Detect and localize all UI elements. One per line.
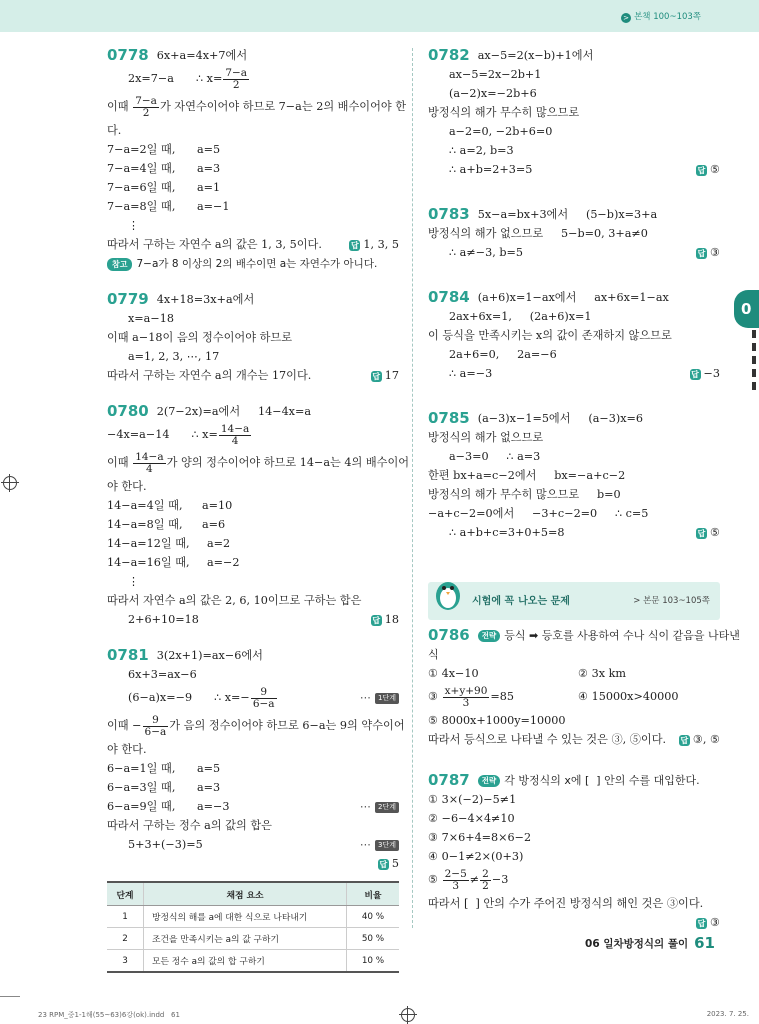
answer	[696, 913, 720, 932]
case-cond: 14−a=8일 때,	[107, 518, 183, 531]
answer-badge: 답	[372, 372, 381, 381]
cell-step: 3	[107, 950, 144, 973]
answer-value: −3	[703, 367, 720, 380]
problem-number: 0784	[428, 288, 470, 306]
page-footer	[585, 934, 715, 952]
answer-badge: 답	[680, 736, 689, 745]
fraction: $\frac{9}{6-a}$	[144, 713, 167, 738]
case-value: a=5	[197, 143, 221, 156]
line: 이 등식을 만족시키는 x의 값이 존재하지 않으므로	[428, 329, 672, 342]
case-cond: 7−a=4일 때,	[107, 162, 176, 175]
line: a=1, 2, 3, ⋯, 17	[128, 350, 220, 363]
line: 가 자연수이어야 하므로 7−a는 2의 배수이어야 한	[159, 100, 407, 113]
answer-badge: 답	[697, 166, 706, 175]
option: −3	[491, 873, 509, 886]
answer-value: ⑤	[709, 163, 720, 176]
exam-section-pages[interactable]: > 본문 103~105쪽	[633, 596, 710, 606]
line: 방정식의 해가 없으므로 5−b=0, 3+a≠0	[428, 227, 648, 240]
fraction: $\frac{2-5}{3}$	[444, 867, 467, 892]
fraction: $\frac{9}{6-a}$	[252, 685, 275, 710]
line: 2x=7−a	[128, 72, 174, 85]
cell-step: 2	[107, 928, 144, 950]
cell-item: 방정식의 해를 a에 대한 식으로 나타내기	[144, 906, 347, 928]
answer-value: ③	[709, 246, 720, 259]
line: x=a−18	[128, 312, 174, 325]
line: 5+3+(−3)=5	[128, 838, 203, 851]
right-column	[428, 46, 740, 932]
problem-0787	[428, 771, 720, 932]
line: 6x+a=4x+7에서	[156, 49, 248, 62]
line: 방정식의 해가 무수히 많으므로 b=0	[428, 488, 621, 501]
line: a−2=0, −2b+6=0	[449, 125, 553, 138]
header-step: 단계	[107, 882, 144, 906]
option: =85	[490, 690, 515, 703]
print-date: 2023. 7. 25.	[706, 1010, 749, 1018]
answer	[371, 610, 399, 629]
case-value: a=2	[207, 537, 231, 550]
problem-number: 0787	[428, 771, 470, 789]
line: 방정식의 해가 없으므로	[428, 431, 544, 444]
line: 5x−a=bx+3에서 (5−b)x=3+a	[477, 208, 658, 221]
case-value: a=−1	[197, 200, 230, 213]
option: ① 4x−10	[428, 667, 479, 680]
strategy-text: 각 방정식의 x에 [ ] 안의 수를 대입한다.	[504, 774, 700, 787]
page-number: 61	[694, 934, 715, 952]
table-row	[107, 950, 399, 973]
option: ④ 0−1≠2×(0+3)	[428, 850, 524, 863]
problem-number: 0780	[107, 402, 149, 420]
answer-value: 17	[384, 369, 399, 382]
problem-number: 0786	[428, 626, 470, 644]
cell-item: 조건을 만족시키는 a의 값 구하기	[144, 928, 347, 950]
fraction: $\frac{14-a}{4}$	[135, 450, 164, 475]
print-file-info: 23 RPM_중1-1해(55~63)6강(ok).indd 61	[38, 1011, 180, 1019]
line: ∴ a+b+c=3+0+5=8	[449, 526, 565, 539]
conclusion: 따라서 자연수 a의 값은 2, 6, 10이므로 구하는 합은	[107, 594, 362, 607]
problem-0785	[428, 409, 720, 542]
line: 가 양의 정수이어야 하므로 14−a는 4의 배수이어	[166, 456, 410, 469]
answer	[690, 364, 721, 383]
line: ∴ a≠−3, b=5	[449, 246, 523, 259]
conclusion: 따라서 등식으로 나타낼 수 있는 것은 ③, ⑤이다.	[428, 733, 667, 746]
line: (a−2)x=−2b+6	[449, 87, 537, 100]
line: ∴ x=−	[214, 691, 250, 704]
case-value: a=1	[197, 181, 221, 194]
problem-number: 0785	[428, 409, 470, 427]
ellipsis: ⋮	[128, 219, 140, 232]
answer-badge: 답	[697, 249, 706, 258]
exam-section-header	[428, 582, 720, 620]
line: ax−5=2(x−b)+1에서	[477, 49, 594, 62]
answer-badge: 답	[372, 616, 381, 625]
strategy-badge: 전략	[478, 630, 501, 642]
strategy-badge: 전략	[478, 775, 501, 787]
option: ② 3x km	[578, 667, 626, 680]
line: 이때 −	[107, 719, 142, 732]
case-cond: 14−a=16일 때,	[107, 556, 190, 569]
header-item: 채점 요소	[144, 882, 347, 906]
note-badge: 참고	[107, 258, 132, 271]
step-marker: ⋯ 3단계	[360, 835, 399, 854]
option: ③	[428, 690, 439, 703]
chapter-title: 06 일차방정식의 풀이	[585, 938, 689, 950]
problem-number: 0783	[428, 205, 470, 223]
case-value: a=10	[202, 499, 233, 512]
problem-0779	[107, 290, 399, 385]
line: 2ax+6x=1, (2a+6)x=1	[449, 310, 592, 323]
option: ⑤	[428, 873, 439, 886]
chapter-side-tab: 0	[734, 290, 759, 328]
cell-step: 1	[107, 906, 144, 928]
line: ∴ a+b=2+3=5	[449, 163, 533, 176]
fraction: $\frac{2}{2}$	[482, 867, 489, 892]
line: 방정식의 해가 무수히 많으므로	[428, 106, 580, 119]
answer-badge: 답	[697, 919, 706, 928]
problem-number: 0781	[107, 646, 149, 664]
line: ∴ x=	[191, 428, 218, 441]
line: 야 한다.	[107, 743, 147, 756]
line: 이때 a−18이 음의 정수이어야 하므로	[107, 331, 292, 344]
problem-0784	[428, 288, 720, 383]
fraction: $\frac{14-a}{4}$	[220, 422, 250, 447]
table-row	[107, 928, 399, 950]
answer-value: ③, ⑤	[692, 733, 720, 746]
line: 2a+6=0, 2a=−6	[449, 348, 557, 361]
line: 6x+3=ax−6	[128, 668, 197, 681]
answer	[371, 366, 399, 385]
step-badge: 1단계	[375, 693, 399, 704]
conclusion: 따라서 [ ] 안의 수가 주어진 방정식의 해인 것은 ③이다.	[428, 897, 704, 910]
option: ③ 7×6+4=8×6−2	[428, 831, 532, 844]
header-pct: 비율	[347, 882, 400, 906]
problem-0782	[428, 46, 720, 179]
answer	[696, 523, 720, 542]
fraction: $\frac{7-a}{2}$	[135, 94, 157, 119]
reference-label: 본책 100~103쪽	[634, 12, 701, 22]
registration-mark-left	[3, 476, 17, 490]
answer	[696, 160, 720, 179]
case-value: a=3	[197, 162, 221, 175]
answer	[378, 854, 399, 873]
answer-badge: 답	[351, 241, 359, 250]
fraction: $\frac{7-a}{2}$	[225, 66, 248, 91]
step-marker: ⋯ 2단계	[360, 797, 399, 816]
option: ⑤ 8000x+1000y=10000	[428, 714, 566, 727]
answer	[349, 235, 399, 254]
line: 2+6+10=18	[128, 613, 199, 626]
line: −a+c−2=0에서 −3+c−2=0 ∴ c=5	[428, 507, 649, 520]
arrow-icon: >	[621, 13, 631, 23]
line: (a+6)x=1−ax에서 ax+6x=1−ax	[477, 291, 669, 304]
option: ① 3×(−2)−5≠1	[428, 793, 517, 806]
line: 4x+18=3x+a에서	[156, 293, 255, 306]
answer-value: ⑤	[709, 526, 720, 539]
strategy-text: 식	[428, 648, 439, 661]
penguin-mascot-icon	[432, 574, 464, 612]
column-divider	[412, 48, 413, 928]
line: ∴ a=2, b=3	[449, 144, 514, 157]
line: 가 음의 정수이어야 하므로 6−a는 9의 약수이어	[169, 719, 405, 732]
note-text: 7−a가 8 이상의 2의 배수이면 a는 자연수가 아니다.	[136, 258, 378, 270]
reference-link[interactable]	[621, 10, 701, 23]
fraction: $\frac{x+y+90}{3}$	[444, 684, 488, 709]
case-value: a=6	[202, 518, 226, 531]
case-cond: 7−a=2일 때,	[107, 143, 176, 156]
step-badge: 3단계	[375, 840, 399, 851]
answer-badge: 답	[691, 370, 699, 379]
case-cond: 14−a=4일 때,	[107, 499, 183, 512]
line: ∴ x=	[195, 72, 223, 85]
line: (6−a)x=−9	[128, 691, 193, 704]
problem-number: 0779	[107, 290, 149, 308]
case-value: a=3	[197, 781, 221, 794]
ellipsis: ⋮	[128, 575, 140, 588]
left-column	[107, 46, 410, 973]
problem-0778	[107, 46, 407, 273]
conclusion: 따라서 구하는 정수 a의 값의 합은	[107, 819, 272, 832]
line: 이때	[107, 456, 129, 469]
case-cond: 6−a=1일 때,	[107, 762, 176, 775]
case-cond: 6−a=9일 때,	[107, 800, 176, 813]
line: 3(2x+1)=ax−6에서	[156, 649, 263, 662]
problem-0783	[428, 205, 720, 262]
side-marks	[752, 330, 758, 410]
case-cond: 14−a=12일 때,	[107, 537, 190, 550]
problem-0780	[107, 402, 410, 629]
step-badge: 2단계	[375, 802, 399, 813]
strategy-text: 등식 ➡ 등호를 사용하여 수나 식이 같음을 나타낸	[504, 629, 740, 642]
table-row	[107, 906, 399, 928]
grading-table	[107, 881, 399, 973]
problem-0786	[428, 626, 740, 749]
line: 다.	[107, 124, 122, 137]
case-value: a=−3	[197, 800, 230, 813]
answer-value: 18	[384, 613, 399, 626]
cell-pct: 10 %	[347, 950, 400, 973]
problem-number: 0778	[107, 46, 149, 64]
answer-value: 5	[391, 857, 399, 870]
conclusion: 따라서 구하는 자연수 a의 값은 1, 3, 5이다.	[107, 238, 322, 251]
problem-0781	[107, 646, 405, 873]
case-value: a=−2	[207, 556, 240, 569]
case-value: a=5	[197, 762, 221, 775]
answer-value: ③	[709, 916, 720, 929]
cell-pct: 50 %	[347, 928, 400, 950]
step-marker: ⋯ 1단계	[360, 684, 399, 712]
answer-value: 1, 3, 5	[363, 238, 399, 251]
answer	[679, 730, 720, 749]
line: a−3=0 ∴ a=3	[449, 450, 541, 463]
line: 이때	[107, 100, 129, 113]
conclusion: 따라서 구하는 자연수 a의 개수는 17이다.	[107, 369, 312, 382]
case-cond: 7−a=6일 때,	[107, 181, 176, 194]
line: ax−5=2x−2b+1	[449, 68, 542, 81]
option: ② −6−4×4≠10	[428, 812, 515, 825]
option: ④ 15000x>40000	[578, 690, 679, 703]
option: ≠	[469, 873, 480, 886]
line: ∴ a=−3	[449, 367, 493, 380]
line: (a−3)x−1=5에서 (a−3)x=6	[477, 412, 644, 425]
line: 2(7−2x)=a에서 14−4x=a	[156, 405, 312, 418]
crop-line	[0, 996, 20, 997]
line: 야 한다.	[107, 480, 147, 493]
cell-item: 모든 정수 a의 값의 합 구하기	[144, 950, 347, 973]
case-cond: 7−a=8일 때,	[107, 200, 176, 213]
answer-badge: 답	[379, 860, 388, 869]
line: −4x=a−14	[107, 428, 170, 441]
registration-mark-bottom	[401, 1008, 415, 1022]
exam-section-title: 시험에 꼭 나오는 문제	[472, 596, 570, 607]
answer-badge: 답	[697, 529, 706, 538]
line: 한편 bx+a=c−2에서 bx=−a+c−2	[428, 469, 626, 482]
cell-pct: 40 %	[347, 906, 400, 928]
problem-number: 0782	[428, 46, 470, 64]
answer	[696, 243, 720, 262]
case-cond: 6−a=3일 때,	[107, 781, 176, 794]
